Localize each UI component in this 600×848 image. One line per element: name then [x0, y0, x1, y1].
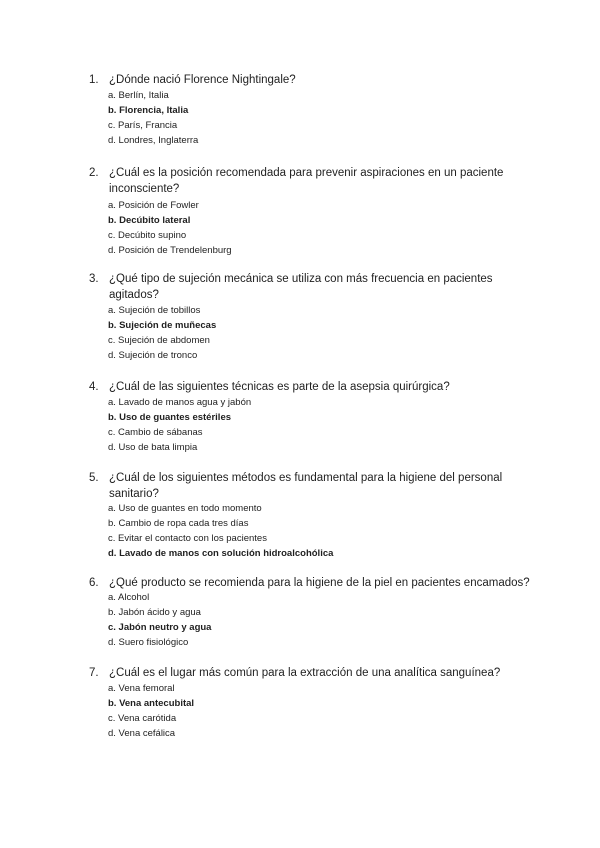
option-b-correct: b. Decúbito lateral — [108, 215, 191, 226]
option-d: d. Uso de bata limpia — [108, 442, 198, 453]
question-text: ¿Cuál es el lugar más común para la extracción de una analítica sanguínea? — [109, 667, 501, 679]
option-a: a. Vena femoral — [108, 683, 175, 694]
answer-options — [108, 501, 333, 561]
answer-options — [108, 303, 216, 363]
option-b: b. Cambio de ropa cada tres días — [108, 518, 249, 529]
question-number: 4. — [89, 381, 99, 393]
question-number: 6. — [89, 577, 99, 589]
option-b-correct: b. Vena antecubital — [108, 698, 195, 709]
question-text: ¿Dónde nació Florence Nightingale? — [109, 74, 296, 86]
option-d: d. Vena cefálica — [108, 728, 176, 739]
question-text: ¿Qué tipo de sujeción mecánica se utiliza con más frecuencia en pacientes agitados? — [109, 273, 493, 301]
option-a: a. Lavado de manos agua y jabón — [108, 397, 252, 408]
option-d: d. Sujeción de tronco — [108, 350, 198, 361]
option-c: c. Vena carótida — [108, 713, 177, 724]
question-text: ¿Cuál de las siguientes técnicas es parte de la asepsia quirúrgica? — [109, 381, 450, 393]
option-a: a. Sujeción de tobillos — [108, 305, 201, 316]
answer-options — [108, 198, 232, 258]
option-a: a. Alcohol — [108, 592, 150, 603]
option-d: d. Posición de Trendelenburg — [108, 245, 232, 256]
question-number: 3. — [89, 273, 99, 285]
option-b-correct: b. Uso de guantes estériles — [108, 412, 232, 423]
question-text: ¿Qué producto se recomienda para la higiene de la piel en pacientes encamados? — [109, 577, 530, 589]
option-c-correct: c. Jabón neutro y agua — [108, 622, 212, 633]
option-c: c. Decúbito supino — [108, 230, 187, 241]
option-d: d. Suero fisiológico — [108, 637, 189, 648]
question-number: 1. — [89, 74, 99, 86]
option-c: c. París, Francia — [108, 120, 178, 131]
answer-options — [108, 395, 251, 455]
answer-options — [108, 590, 211, 650]
option-d-correct: d. Lavado de manos con solución hidroalcohólica — [108, 548, 334, 559]
option-a: a. Berlín, Italia — [108, 90, 169, 101]
answer-options — [108, 681, 194, 741]
option-b-correct: b. Sujeción de muñecas — [108, 320, 217, 331]
option-b: b. Jabón ácido y agua — [108, 607, 201, 618]
question-number: 5. — [89, 472, 99, 484]
option-c: c. Cambio de sábanas — [108, 427, 203, 438]
question-text: ¿Cuál es la posición recomendada para prevenir aspiraciones en un paciente inconsciente? — [109, 167, 504, 195]
option-c: c. Sujeción de abdomen — [108, 335, 210, 346]
option-a: a. Posición de Fowler — [108, 200, 199, 211]
option-d: d. Londres, Inglaterra — [108, 135, 199, 146]
option-c: c. Evitar el contacto con los pacientes — [108, 533, 267, 544]
question-text: ¿Cuál de los siguientes métodos es fundamental para la higiene del personal sanitario? — [109, 472, 503, 500]
answer-options — [108, 88, 198, 148]
option-a: a. Uso de guantes en todo momento — [108, 503, 262, 514]
option-b-correct: b. Florencia, Italia — [108, 105, 189, 116]
question-number: 7. — [89, 667, 99, 679]
question-number: 2. — [89, 167, 99, 179]
